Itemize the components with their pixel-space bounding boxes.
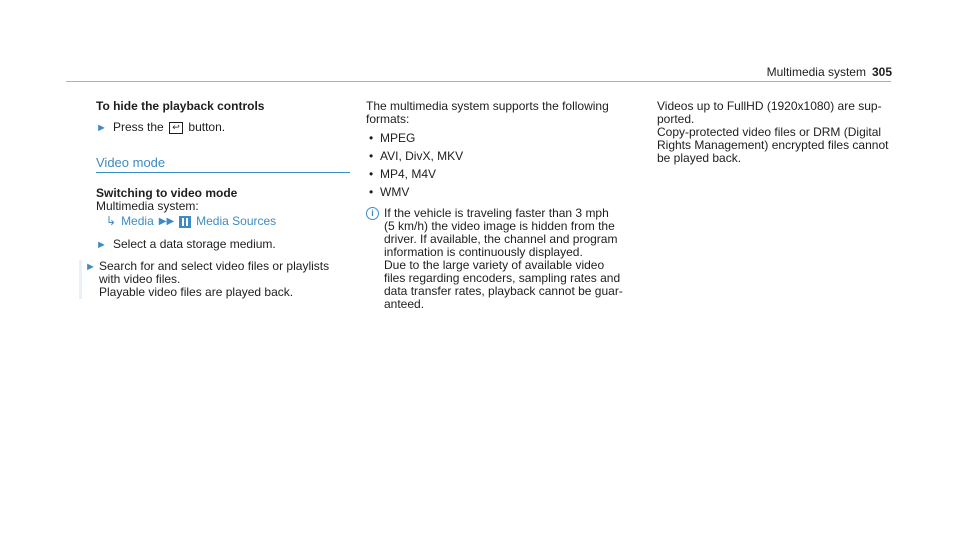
step-select-storage (96, 238, 350, 251)
list-item (366, 186, 624, 199)
step-arrow-icon: ► (96, 122, 107, 134)
result-text: Playable video files are played back. (99, 285, 294, 299)
back-button-icon: ↩ (169, 122, 183, 134)
note-text: If the vehicle is traveling faster than 3 mph (5 km/h) the video image is hidden from the driver. If available, the channel and program information is continuously displayed. Due to the large variety of available video files regarding encoders, sampling rates and data transfer rates, playback cannot be guar- anteed. (384, 206, 623, 311)
step-arrow-icon: ► (96, 239, 107, 251)
info-icon: i (366, 207, 379, 220)
hide-controls-step (96, 121, 350, 134)
column-middle (366, 100, 624, 311)
formats-intro: The multimedia system supports the following formats: (366, 99, 609, 126)
header-rule (66, 81, 891, 82)
info-note (366, 207, 624, 311)
media-sources-icon (179, 216, 191, 228)
nav-media-sources: Media Sources (196, 214, 277, 228)
nav-media: Media (121, 214, 154, 228)
column-right (657, 100, 897, 165)
nav-path (106, 215, 350, 228)
double-chevron-icon: ▶▶ (158, 216, 175, 227)
hide-step-text-post: button. (188, 120, 226, 134)
bullet-icon: • (369, 131, 374, 145)
formats-list (366, 132, 624, 199)
list-item (366, 132, 624, 145)
switch-video-title: Switching to video mode (96, 186, 238, 200)
step-search-video (79, 260, 350, 299)
header-title: Multimedia system (766, 65, 866, 79)
list-item (366, 150, 624, 163)
list-item (366, 168, 624, 181)
format-text: MPEG (380, 131, 416, 145)
format-text: AVI, DivX, MKV (380, 149, 464, 163)
hide-step-text-pre: Press the (113, 120, 164, 134)
page-header (767, 66, 892, 79)
section-title-video-mode: Video mode (96, 156, 350, 173)
turn-arrow-icon: ↳ (106, 214, 117, 228)
video-support-text: Videos up to FullHD (1920x1080) are sup- ported. Copy-protected video files or DRM (Digital Rights Management) encrypted files cannot be played back. (657, 99, 889, 165)
step-arrow-icon: ► (85, 261, 96, 273)
format-text: MP4, M4V (380, 167, 437, 181)
column-left (85, 99, 350, 308)
bullet-icon: • (369, 167, 374, 181)
step2-text: Search for and select video files or playlists with video files. (99, 259, 330, 286)
hide-controls-title: To hide the playback controls (96, 99, 265, 113)
format-text: WMV (380, 185, 410, 199)
step1-text: Select a data storage medium. (113, 237, 276, 251)
bullet-icon: • (369, 185, 374, 199)
system-label: Multimedia system: (96, 199, 199, 213)
page-number: 305 (871, 65, 892, 79)
bullet-icon: • (369, 149, 374, 163)
